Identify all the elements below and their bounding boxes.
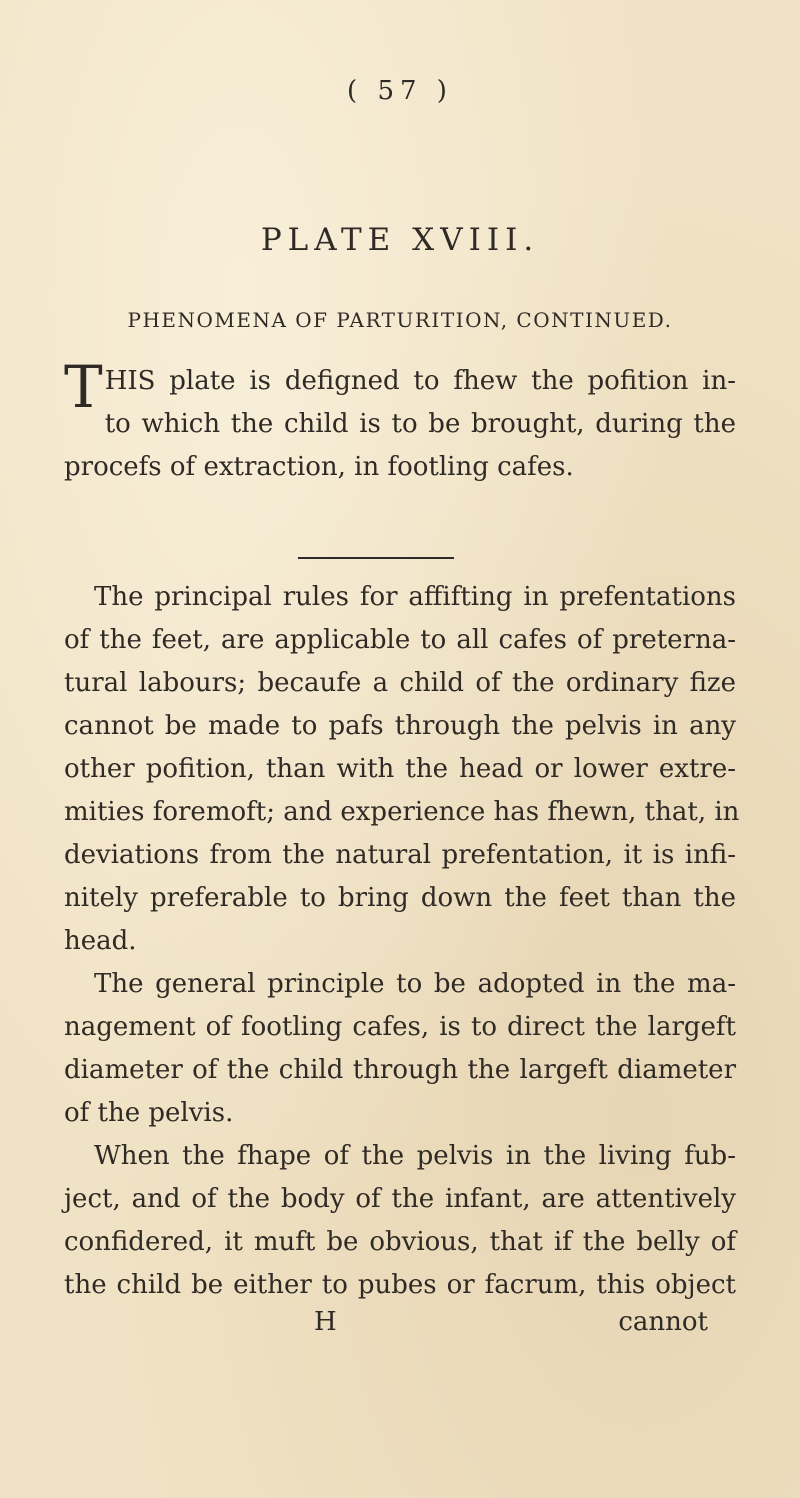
text-line: The general principle to be adopted in the ma-: [94, 969, 736, 999]
text-line: other pofition, than with the head or lower extre-: [64, 754, 736, 784]
text-line: [64, 353, 736, 421]
text-line: confidered, it muft be obvious, that if the belly of: [64, 1227, 736, 1257]
text-line: cannot be made to pafs through the pelvis in any: [64, 711, 736, 741]
plate-title: PLATE XVIII.: [260, 222, 540, 258]
text-line: the child be either to pubes or facrum, this object: [64, 1270, 736, 1300]
text-line: to which the child is to be brought, during the: [104, 409, 736, 439]
paragraph-pelvis-shape: [64, 1135, 736, 1307]
catchword: cannot: [618, 1307, 708, 1337]
text-line: nitely preferable to bring down the feet than the: [64, 883, 736, 913]
text-line: tural labours; becaufe a child of the ordinary fize: [64, 668, 736, 698]
text-line: mities foremoft; and experience has fhewn, that, in: [64, 797, 740, 827]
paragraph-principal-rules: [64, 576, 740, 963]
paragraph-intro: [64, 353, 736, 489]
text-line: When the fhape of the pelvis in the living fub-: [94, 1141, 736, 1171]
text-line: head.: [64, 926, 137, 956]
text-line: of the feet, are applicable to all cafes of preterna-: [64, 625, 736, 655]
text-line: ject, and of the body of the infant, are attentively: [64, 1184, 736, 1214]
section-subtitle: PHENOMENA OF PARTURITION, CONTINUED.: [127, 308, 673, 332]
signature-mark: H: [314, 1307, 337, 1337]
text-line: deviations from the natural prefentation, it is infi-: [64, 840, 736, 870]
text-line: diameter of the child through the largeft diameter: [64, 1055, 736, 1085]
text-line: of the pelvis.: [64, 1098, 234, 1128]
section-divider-rule: [298, 557, 454, 559]
text-line: procefs of extraction, in footling cafes.: [64, 452, 574, 482]
text-line: nagement of footling cafes, is to direct the largeft: [64, 1012, 736, 1042]
page-number: ( 57 ): [347, 76, 453, 106]
drop-cap: T: [64, 353, 103, 421]
first-line-text: HIS plate is defigned to fhew the pofition in-: [104, 366, 736, 396]
paragraph-general-principle: [64, 963, 736, 1135]
text-line: The principal rules for affifting in prefentations: [94, 582, 736, 612]
